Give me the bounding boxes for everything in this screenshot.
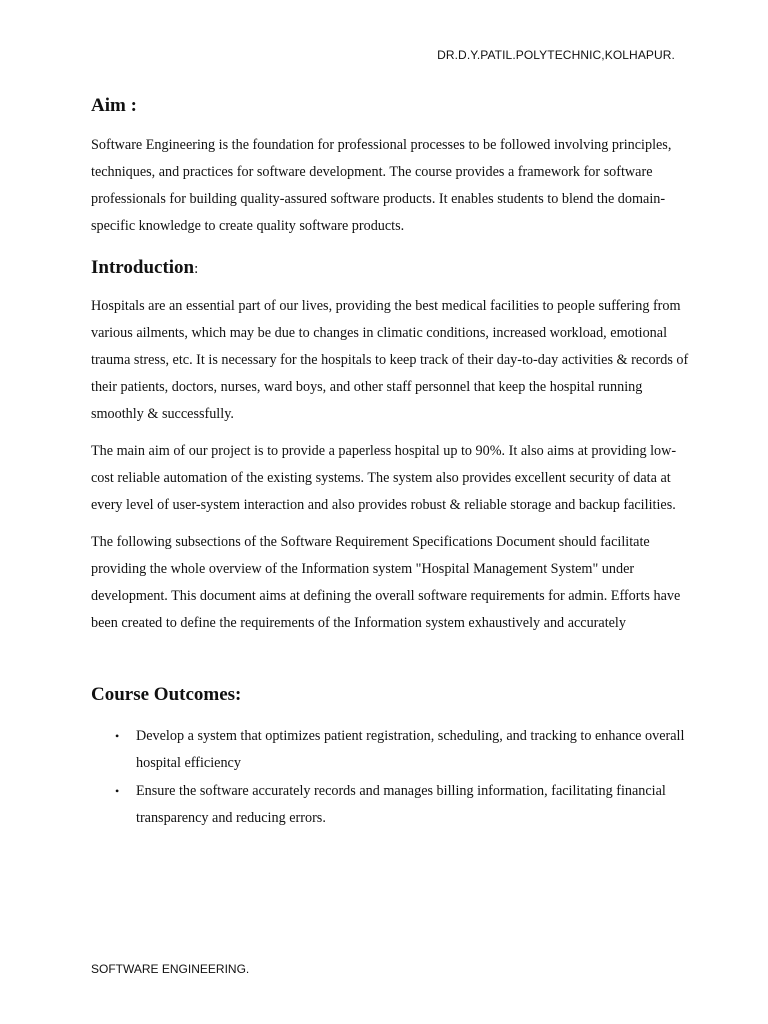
course-outcomes-heading: Course Outcomes:	[91, 684, 242, 705]
introduction-paragraph-3: The following subsections of the Software Requirement Specifications Document should facilitate providing the whole overview of the Information system "Hospital Management System" under development. This document aims at defining the overall software requirements for admin. Efforts have been created to define the requirements of the Information system exhaustively and accurately	[91, 534, 681, 631]
list-item	[115, 723, 691, 777]
footer-subject: SOFTWARE ENGINEERING.	[91, 962, 250, 976]
bullet-icon: •	[115, 784, 120, 798]
aim-paragraph: Software Engineering is the foundation for professional processes to be followed involving principles, techniques, and practices for software development. The course provides a framework for software professionals for building quality-assured software products. It enables students to blend the domain-specific knowledge to create quality software products.	[91, 137, 672, 234]
bullet-icon: •	[115, 729, 120, 743]
list-item-text: Ensure the software accurately records and manages billing information, facilitating financial transparency and reducing errors.	[136, 783, 666, 826]
introduction-heading-text: Introduction	[91, 257, 195, 278]
introduction-heading-colon: :	[194, 261, 199, 277]
list-item-text: Develop a system that optimizes patient registration, scheduling, and tracking to enhance overall hospital efficiency	[136, 728, 685, 771]
introduction-paragraph-2: The main aim of our project is to provide a paperless hospital up to 90%. It also aims at providing low-cost reliable automation of the existing systems. The system also provides excellent security of data at every level of user-system interaction and also provides robust & reliable storage and backup facilities.	[91, 443, 677, 513]
introduction-paragraph-1: Hospitals are an essential part of our lives, providing the best medical facilities to people suffering from various ailments, which may be due to changes in climatic conditions, increased workload, emotional trauma stress, etc. It is necessary for the hospitals to keep track of their day-to-day activities & records of their patients, doctors, nurses, ward boys, and other staff personnel that keep the hospital running smoothly & successfully.	[91, 298, 689, 422]
header-institution: DR.D.Y.PATIL.POLYTECHNIC,KOLHAPUR.	[437, 48, 675, 62]
page-content	[91, 94, 691, 833]
introduction-heading	[91, 256, 691, 281]
course-outcomes-list	[91, 723, 691, 832]
aim-heading: Aim :	[91, 95, 137, 116]
list-item	[115, 778, 691, 832]
